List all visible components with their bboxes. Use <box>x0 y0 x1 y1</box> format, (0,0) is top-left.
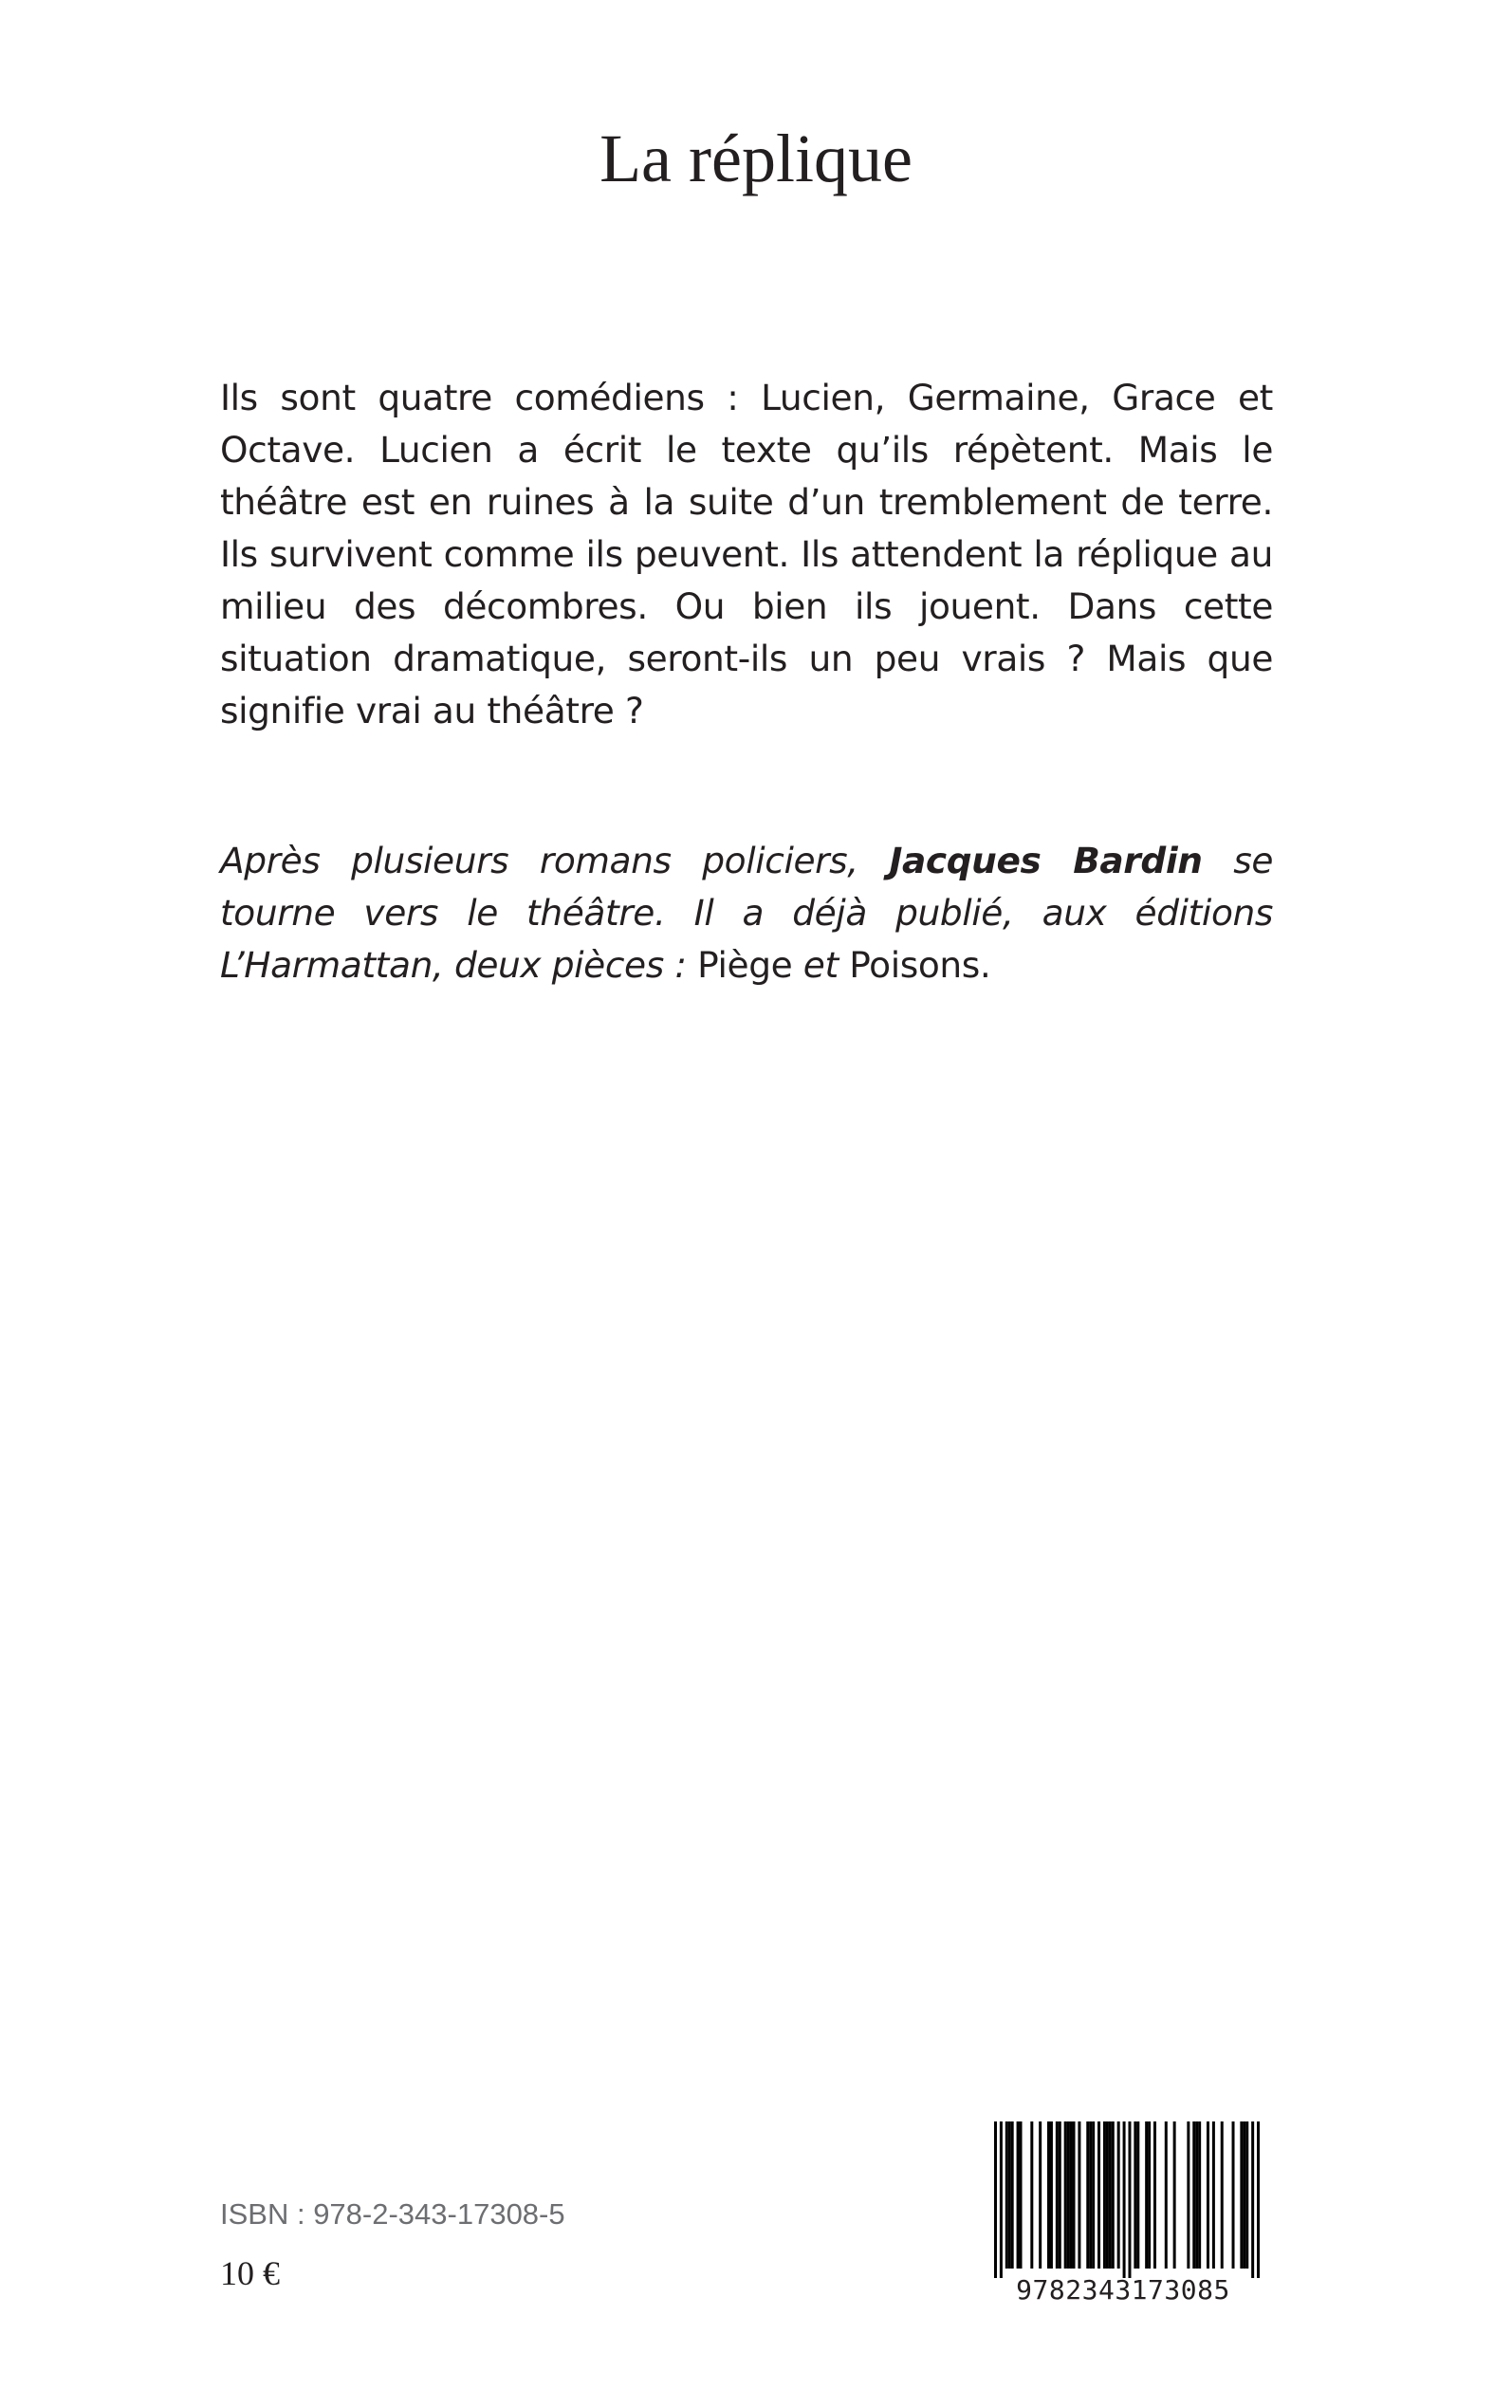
barcode-bar <box>1070 2121 1073 2269</box>
barcode-bar <box>1039 2121 1042 2269</box>
barcode-bar <box>1078 2121 1080 2269</box>
barcode-bar <box>1198 2121 1201 2269</box>
work-title-piege: Piège <box>697 944 793 986</box>
barcode-bar <box>1136 2121 1139 2269</box>
barcode-bar <box>1008 2121 1011 2269</box>
barcode-bar <box>994 2121 997 2278</box>
barcode-bar <box>1243 2121 1245 2269</box>
barcode-bar <box>1073 2121 1076 2269</box>
barcode <box>975 2112 1271 2315</box>
barcode-bar <box>1092 2121 1095 2269</box>
barcode-bar <box>1030 2121 1033 2269</box>
barcode-bar <box>1212 2121 1215 2269</box>
barcode-bar <box>1109 2121 1112 2269</box>
synopsis-paragraph: Ils sont quatre comédiens : Lucien, Germaine, Grace et Octave. Lucien a écrit le texte qu’ils répètent. Mais le théâtre est en ruines à la suite d’un tremblement de terre. Ils survivent comme ils peuvent. Ils attendent la réplique au milieu des décombres. Ou bien ils jouent. Dans cette situation dramatique, seront-ils un peu vrais ? Mais que signifie vrai au théâtre ? <box>220 377 1273 732</box>
barcode-bar <box>1117 2121 1120 2269</box>
barcode-bar <box>1232 2121 1235 2269</box>
barcode-bar <box>1251 2121 1254 2278</box>
book-title: La réplique <box>599 120 913 196</box>
barcode-bar <box>1195 2121 1198 2269</box>
barcode-digits: 9782343173085 <box>1016 2274 1230 2306</box>
barcode-bar <box>1173 2121 1176 2269</box>
barcode-bar <box>1148 2121 1151 2269</box>
barcode-bar <box>1240 2121 1243 2269</box>
barcode-bar <box>1020 2121 1023 2269</box>
barcode-bar <box>1165 2121 1168 2269</box>
barcode-bar <box>1067 2121 1070 2269</box>
barcode-bar <box>1056 2121 1059 2269</box>
barcode-bar <box>1017 2121 1020 2269</box>
barcode-bar <box>1187 2121 1189 2269</box>
barcode-bar <box>1207 2121 1209 2269</box>
bio-connector: et <box>792 944 850 986</box>
barcode-bar <box>1089 2121 1092 2269</box>
barcode-bar <box>1064 2121 1067 2269</box>
barcode-bar <box>1123 2121 1126 2278</box>
barcode-bar <box>1128 2121 1131 2278</box>
bio-end-punctuation: . <box>979 944 991 986</box>
barcode-bar <box>1134 2121 1136 2269</box>
barcode-bar <box>1245 2121 1248 2269</box>
barcode-bar <box>1257 2121 1260 2278</box>
work-title-poisons: Poisons <box>849 944 980 986</box>
barcode-bar <box>1103 2121 1106 2269</box>
author-bio-paragraph <box>220 835 1273 991</box>
barcode-bar <box>1050 2121 1053 2269</box>
barcode-bar <box>1047 2121 1050 2269</box>
barcode-bar <box>1059 2121 1061 2269</box>
barcode-bar <box>1221 2121 1224 2269</box>
author-name: Jacques Bardin <box>889 840 1203 881</box>
barcode-bar <box>1106 2121 1109 2269</box>
barcode-bar <box>1145 2121 1148 2269</box>
barcode-bar <box>1005 2121 1008 2269</box>
price-label: 10 € <box>220 2254 280 2292</box>
bio-text-middle: se tourne vers le théâtre. Il a déjà publié, aux éditions L’Harmattan, deux pièces : <box>220 840 1274 986</box>
barcode-bar <box>1097 2121 1100 2269</box>
isbn-label: ISBN : 978-2-343-17308-5 <box>220 2197 565 2231</box>
bio-text-intro: Après plusieurs romans policiers, <box>220 840 890 881</box>
barcode-bar <box>1112 2121 1115 2269</box>
barcode-bar <box>1000 2121 1003 2278</box>
barcode-bar <box>1086 2121 1089 2269</box>
barcode-bar <box>1011 2121 1014 2269</box>
barcode-bar <box>1153 2121 1156 2269</box>
barcode-bar <box>1192 2121 1195 2269</box>
barcode-icon <box>994 2121 1260 2278</box>
